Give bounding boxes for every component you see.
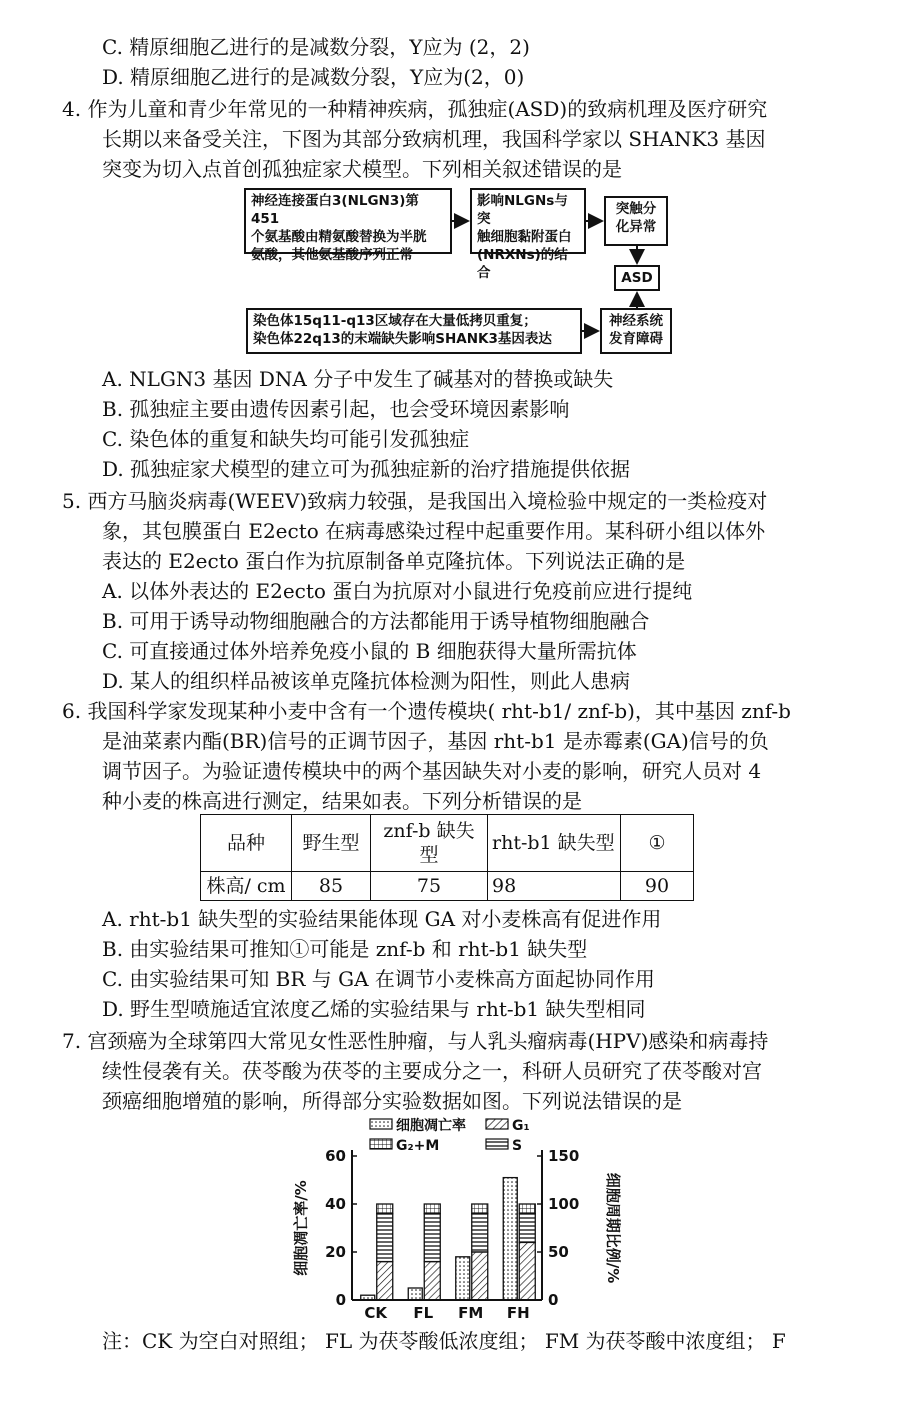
box4-label: ASD: [621, 270, 653, 286]
table-header-cell: znf-b 缺失型: [371, 815, 488, 872]
q5-stem-line2: 象，其包膜蛋白 E2ecto 在病毒感染过程中起重要作用。某科研小组以体外: [102, 519, 766, 543]
bar-g1: [424, 1262, 440, 1300]
left-tick-label: 20: [325, 1243, 346, 1261]
q3-option-d: D. 精原细胞乙进行的是减数分裂，Y应为(2，0): [102, 65, 525, 89]
diagram-box-nervous: [600, 308, 672, 354]
table-header-cell: rht-b1 缺失型: [488, 815, 621, 872]
legend-label: S: [512, 1138, 523, 1154]
legend-label: G₁: [512, 1118, 530, 1134]
bar-apoptosis: [503, 1178, 517, 1300]
apoptosis-cycle-chart: [290, 1112, 620, 1326]
q5-option-d: D. 某人的组织样品被该单克隆抗体检测为阳性，则此人患病: [102, 669, 631, 693]
q5-stem-line1: 5. 西方马脑炎病毒(WEEV)致病力较强，是我国出入境检验中规定的一类检疫对: [62, 489, 768, 513]
bar-g1: [519, 1242, 535, 1300]
legend-swatch: [370, 1139, 392, 1149]
x-tick-label: FM: [458, 1304, 484, 1322]
bar-apoptosis: [408, 1288, 422, 1300]
q6-stem-line2: 是油菜素内酯(BR)信号的正调节因子，基因 rht-b1 是赤霉素(GA)信号的负: [102, 729, 769, 753]
table-cell: 85: [292, 872, 371, 901]
chart-svg: [290, 1112, 620, 1326]
q4-option-b: B. 孤独症主要由遗传因素引起，也会受环境因素影响: [102, 397, 570, 421]
box5-line1: 染色体15q11-q13区域存在大量低拷贝重复；: [253, 313, 537, 329]
right-tick-label: 150: [548, 1147, 580, 1165]
q7-stem-line2: 续性侵袭有关。茯苓酸为茯苓的主要成分之一，科研人员研究了茯苓酸对宫: [102, 1059, 762, 1083]
q7-stem-line3: 颈癌细胞增殖的影响，所得部分实验数据如图。下列说法错误的是: [102, 1089, 682, 1113]
left-tick-label: 0: [335, 1291, 346, 1309]
q7-stem-line1: 7. 宫颈癌为全球第四大常见女性恶性肿瘤，与人乳头瘤病毒(HPV)感染和病毒持: [62, 1029, 769, 1053]
table-cell: 90: [621, 872, 694, 901]
left-tick-label: 60: [325, 1147, 346, 1165]
bar-s: [472, 1214, 488, 1252]
left-axis-title: 细胞凋亡率/%: [292, 1180, 310, 1276]
legend-swatch: [370, 1119, 392, 1129]
box6-line1: 神经系统: [609, 313, 663, 329]
table-header-cell: ①: [621, 815, 694, 872]
bar-g2m: [424, 1204, 440, 1214]
q4-stem-line3: 突变为切入点首创孤独症家犬模型。下列相关叙述错误的是: [102, 157, 622, 181]
bar-s: [519, 1214, 535, 1243]
box3-line2: 化异常: [615, 219, 657, 235]
legend-swatch: [486, 1139, 508, 1149]
q4-stem-line2: 长期以来备受关注，下图为其部分致病机理，我国科学家以 SHANK3 基因: [102, 127, 766, 151]
box1-line3: 氨酸，其他氨基酸序列正常: [251, 247, 413, 263]
diagram-box-asd: [614, 265, 660, 291]
legend-label: 细胞凋亡率: [396, 1118, 466, 1134]
table-cell: 75: [371, 872, 488, 901]
bar-apoptosis: [456, 1257, 470, 1300]
bar-s: [377, 1214, 393, 1262]
right-tick-label: 50: [548, 1243, 569, 1261]
diagram-box-binding: [470, 188, 586, 281]
bar-g2m: [472, 1204, 488, 1214]
bar-s: [424, 1214, 440, 1262]
left-tick-label: 40: [325, 1195, 346, 1213]
diagram-box-synapse: [604, 196, 668, 246]
q3-option-c: C. 精原细胞乙进行的是减数分裂，Y应为 (2，2): [102, 35, 530, 59]
bar-g2m: [519, 1204, 535, 1214]
box6-line2: 发育障碍: [609, 331, 663, 347]
x-tick-label: FL: [413, 1304, 434, 1322]
box3-line1: 突触分: [615, 201, 657, 217]
q4-option-d: D. 孤独症家犬模型的建立可为孤独症新的治疗措施提供依据: [102, 457, 631, 481]
q6-stem-line4: 种小麦的株高进行测定，结果如表。下列分析错误的是: [102, 789, 582, 813]
q5-option-c: C. 可直接通过体外培养免疫小鼠的 B 细胞获得大量所需抗体: [102, 639, 637, 663]
box1-line1: 神经连接蛋白3(NLGN3)第451: [251, 193, 419, 227]
q6-option-d: D. 野生型喷施适宜浓度乙烯的实验结果与 rht-b1 缺失型相同: [102, 997, 646, 1021]
q7-note: 注：CK 为空白对照组； FL 为茯苓酸低浓度组； FM 为茯苓酸中浓度组； F: [102, 1329, 786, 1353]
table-header-cell: 野生型: [292, 815, 371, 872]
bar-g1: [377, 1262, 393, 1300]
table-header-row: [201, 815, 694, 872]
q5-option-a: A. 以体外表达的 E2ecto 蛋白为抗原对小鼠进行免疫前应进行提纯: [102, 579, 693, 603]
table-cell: 98: [488, 872, 621, 901]
height-table: [200, 814, 694, 901]
right-tick-label: 100: [548, 1195, 580, 1213]
q6-stem-line3: 调节因子。为验证遗传模块中的两个基因缺失对小麦的影响，研究人员对 4: [102, 759, 762, 783]
legend-swatch: [486, 1119, 508, 1129]
q6-option-a: A. rht-b1 缺失型的实验结果能体现 GA 对小麦株高有促进作用: [102, 907, 662, 931]
x-tick-label: CK: [364, 1304, 388, 1322]
bar-g2m: [377, 1204, 393, 1214]
q6-option-c: C. 由实验结果可知 BR 与 GA 在调节小麦株高方面起协同作用: [102, 967, 655, 991]
legend-label: G₂+M: [396, 1138, 440, 1154]
diagram-box-nlgn3: [244, 188, 452, 263]
bar-g1: [472, 1252, 488, 1300]
box2-line2: 触细胞黏附蛋白: [477, 229, 572, 245]
q4-option-a: A. NLGN3 基因 DNA 分子中发生了碱基对的替换或缺失: [102, 367, 614, 391]
q4-stem-line1: 4. 作为儿童和青少年常见的一种精神疾病，孤独症(ASD)的致病机理及医疗研究: [62, 97, 768, 121]
box2-line3: (NRXNs)的结合: [477, 247, 568, 281]
box2-line1: 影响NLGNs与突: [477, 193, 568, 227]
x-tick-label: FH: [506, 1304, 530, 1322]
table-header-cell: 品种: [201, 815, 292, 872]
q5-option-b: B. 可用于诱导动物细胞融合的方法都能用于诱导植物细胞融合: [102, 609, 650, 633]
table-row-label: 株高/ cm: [201, 872, 292, 901]
diagram-box-chromosome: [246, 308, 582, 354]
q6-stem-line1: 6. 我国科学家发现某种小麦中含有一个遗传模块( rht-b1/ znf-b)，其中基因 znf-b: [62, 699, 791, 723]
q6-option-b: B. 由实验结果可推知①可能是 znf-b 和 rht-b1 缺失型: [102, 937, 588, 961]
right-axis-title: 细胞周期比例/%: [604, 1172, 622, 1284]
q5-stem-line3: 表达的 E2ecto 蛋白作为抗原制备单克隆抗体。下列说法正确的是: [102, 549, 686, 573]
box5-line2: 染色体22q13的末端缺失影响SHANK3基因表达: [253, 331, 552, 347]
bar-apoptosis: [361, 1295, 375, 1300]
box1-line2: 个氨基酸由精氨酸替换为半胱: [251, 229, 427, 245]
right-tick-label: 0: [548, 1291, 559, 1309]
q4-option-c: C. 染色体的重复和缺失均可能引发孤独症: [102, 427, 470, 451]
table-row: [201, 872, 694, 901]
